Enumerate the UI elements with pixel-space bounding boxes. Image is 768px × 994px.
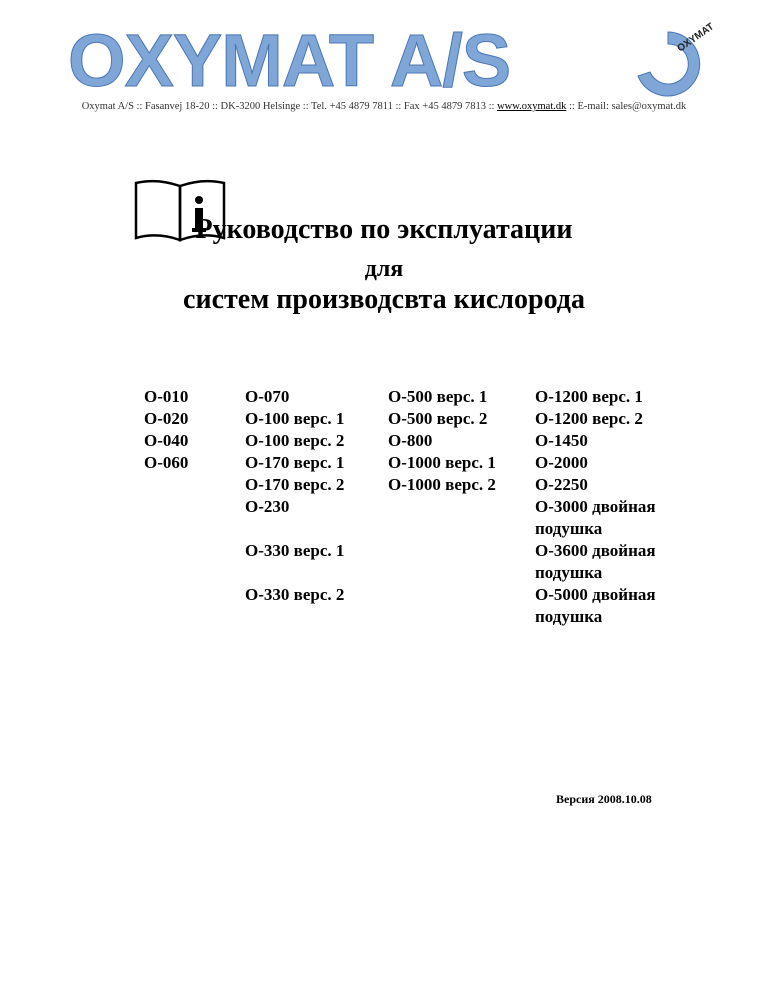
model-item: подушка bbox=[535, 519, 603, 538]
model-item: O-100 верс. 1 bbox=[245, 409, 345, 428]
model-item: O-100 верс. 2 bbox=[245, 431, 345, 450]
website-link[interactable]: www.oxymat.dk bbox=[497, 101, 567, 112]
document-version: Версия 2008.10.08 bbox=[556, 792, 652, 806]
model-item: O-330 верс. 1 bbox=[245, 541, 345, 560]
model-item: O-1000 верс. 1 bbox=[388, 453, 496, 472]
logo-emblem-text: OXYMAT bbox=[675, 21, 717, 55]
model-item: O-1450 bbox=[535, 431, 588, 450]
company-address bbox=[0, 101, 768, 112]
model-item: O-2250 bbox=[535, 475, 588, 494]
model-item: подушка bbox=[535, 563, 603, 582]
logo-emblem-icon bbox=[628, 21, 717, 102]
model-item: O-2000 bbox=[535, 453, 588, 472]
model-item: O-1000 верс. 2 bbox=[388, 475, 496, 494]
model-item: O-330 верс. 2 bbox=[245, 585, 345, 604]
model-column-4 bbox=[535, 386, 656, 628]
model-item: O-3600 двойная bbox=[535, 541, 656, 560]
title-systems: систем производсвта кислорода bbox=[183, 284, 585, 315]
model-item: подушка bbox=[535, 607, 603, 626]
model-item: O-800 bbox=[388, 431, 433, 450]
model-item: O-170 верс. 2 bbox=[245, 475, 345, 494]
model-column-1 bbox=[144, 386, 188, 474]
model-item: O-1200 верс. 1 bbox=[535, 387, 643, 406]
model-item: O-170 верс. 1 bbox=[245, 453, 345, 472]
model-item: O-060 bbox=[144, 453, 189, 472]
model-item: O-020 bbox=[144, 409, 189, 428]
model-item: O-5000 двойная bbox=[535, 585, 656, 604]
model-item: O-010 bbox=[144, 387, 189, 406]
title-for: для bbox=[364, 256, 404, 282]
model-column-2 bbox=[245, 386, 344, 606]
oxymat-logo bbox=[68, 19, 717, 102]
address-text: Oxymat A/S :: Fasanvej 18-20 :: DK-3200 Helsinge :: Tel. +45 4879 7811 :: Fax +45 4879 7813 :: bbox=[81, 101, 495, 112]
model-item: O-500 верс. 1 bbox=[388, 387, 488, 406]
email-text: :: E-mail: sales@oxymat.dk bbox=[569, 101, 687, 112]
model-item: O-3000 двойная bbox=[535, 497, 656, 516]
model-item: O-070 bbox=[245, 387, 290, 406]
model-item: O-230 bbox=[245, 497, 290, 516]
manual-title: Руководство по эксплуатации bbox=[195, 214, 573, 245]
logo-text: OXYMAT A/S bbox=[68, 19, 511, 102]
model-item: O-040 bbox=[144, 431, 189, 450]
model-column-3 bbox=[388, 386, 496, 496]
model-item: O-1200 верс. 2 bbox=[535, 409, 643, 428]
model-item: O-500 верс. 2 bbox=[388, 409, 488, 428]
